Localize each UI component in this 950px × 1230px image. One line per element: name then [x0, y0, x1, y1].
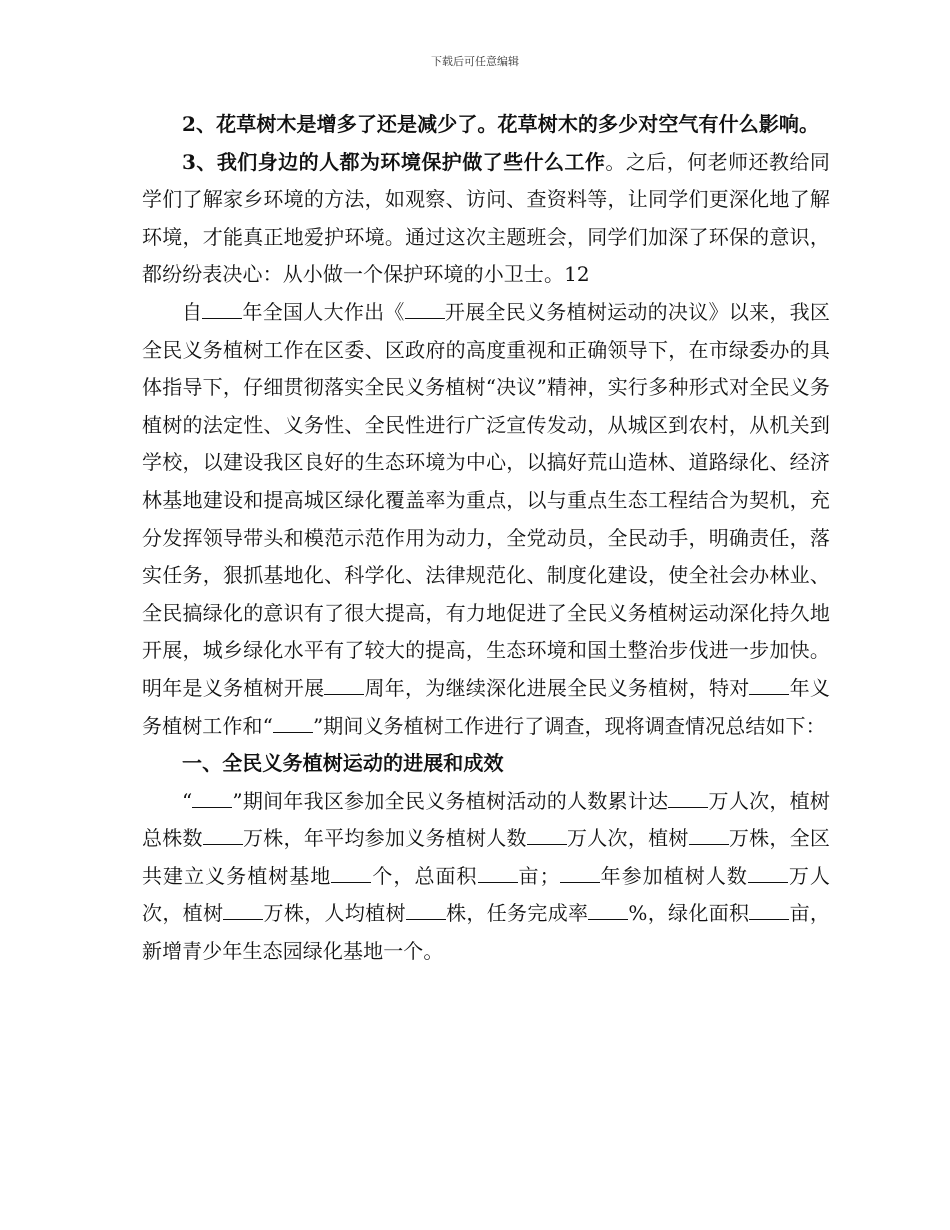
fill-blank [748, 864, 788, 883]
fill-blank [223, 901, 263, 920]
intro-paragraph [142, 294, 830, 745]
question-3-paragraph [142, 144, 830, 294]
document-body [142, 106, 830, 971]
text-run: 个，总面积 [371, 863, 478, 888]
stats-paragraph [142, 783, 830, 971]
fill-blank [202, 300, 242, 319]
text-run: 万株，年平均参加义务植树人数 [242, 826, 527, 851]
fill-blank [527, 826, 567, 845]
fill-blank [273, 714, 313, 733]
fill-blank [668, 789, 708, 808]
fill-blank [192, 789, 232, 808]
section-1-title: 一、全民义务植树运动的进展和成效 [182, 751, 504, 776]
fill-blank [749, 901, 789, 920]
text-run: 亩，新增青少年生态园绿化基地一个。 [142, 901, 831, 964]
fill-blank [749, 676, 789, 695]
page-header: 下载后可任意编辑 [431, 55, 519, 68]
fill-blank [478, 864, 518, 883]
text-run: ”期间年我区参加全民义务植树活动的人数累计达 [232, 788, 669, 813]
question-3-text: 。之后，何老师还教给同学们了解家乡环境的方法，如观察、访问、查资料等，让同学们更深化地了解环境，才能真正地爱护环境。通过这次主题班会，同学们加深了环保的意识，都纷纷表决心：从小做一个保护环境的小卫士。12 [142, 149, 830, 287]
text-run: “ [182, 788, 193, 813]
text-run: %，绿化面积 [628, 901, 750, 926]
text-run: 亩； [517, 863, 560, 888]
fill-blank [689, 826, 729, 845]
text-run: 万株，人均植树 [263, 901, 406, 926]
fill-blank [324, 676, 364, 695]
fill-blank [405, 300, 445, 319]
text-run: 开展全民义务植树运动的决议》以来，我区全民义务植树工作在区委、区政府的高度重视和正确领导下，在市绿委办的具体指导下，仔细贯彻落实全民义务植树“决议”精神，实行多种形式对全民义务植树的法定性、义务性、全民性进行广泛宣传发动，从城区到农村，从机关到学校，以建设我区良好的生态环境为中心，以搞好荒山造林、道路绿化、经济林基地建设和提高城区绿化覆盖率为重点，以与重点生态工程结合为契机，充分发挥领导带头和模范示范作用为动力，全党动员，全民动手，明确责任，落实任务，狠抓基地化、科学化、法律规范化、制度化建设，使全社会办林业、全民搞绿化的意识有了很大提高，有力地促进了全民义务植树运动深化持久地开展，城乡绿化水平有了较大的提高，生态环境和国土整治步伐进一步加快。明年是义务植树开展 [142, 299, 830, 700]
text-run: 万人次，植树总株数 [142, 788, 830, 851]
text-run: 株，任务完成率 [445, 901, 589, 926]
fill-blank [331, 864, 371, 883]
fill-blank [588, 901, 628, 920]
question-2: 2、花草树木是增多了还是减少了。花草树木的多少对空气有什么影响。 [182, 112, 820, 136]
text-run: 自 [182, 299, 203, 324]
text-run: 万人次，植树 [142, 863, 831, 926]
fill-blank [560, 864, 600, 883]
text-run: 万人次，植树 [566, 826, 689, 851]
text-run: 周年，为继续深化进展全民义务植树，特对 [364, 675, 750, 700]
text-run: 年参加植树人数 [599, 863, 748, 888]
text-run: 年全国人大作出《 [242, 299, 405, 324]
text-run: 年义务植树工作和“ [142, 675, 831, 738]
text-run: 万株，全区共建立义务植树基地 [142, 826, 831, 888]
fill-blank [203, 826, 243, 845]
text-run: ”期间义务植树工作进行了调查，现将调查情况总结如下： [312, 713, 826, 738]
fill-blank [406, 901, 446, 920]
question-3-heading: 3、我们身边的人都为环境保护做了些什么工作 [182, 149, 606, 174]
